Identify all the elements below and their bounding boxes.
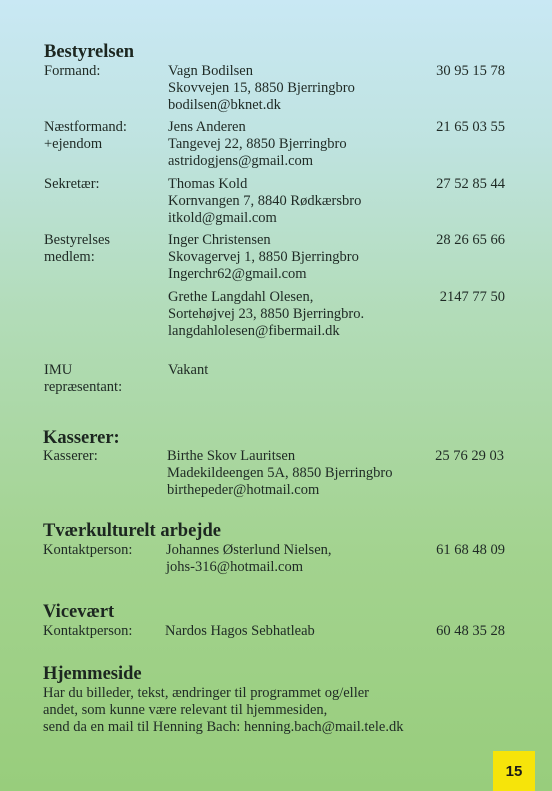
- medlem2-name: Grethe Langdahl Olesen,: [168, 289, 314, 305]
- heading-hjemmeside: Hjemmeside: [43, 664, 142, 684]
- sekretaer-phone: 27 52 85 44: [436, 176, 505, 192]
- medlem1-email[interactable]: Ingerchr62@gmail.com: [168, 266, 307, 282]
- naestformand-email[interactable]: astridogjens@gmail.com: [168, 153, 314, 169]
- role-repraesentant: repræsentant:: [44, 379, 123, 395]
- vicevaert-name: Nardos Hagos Sebhatleab: [165, 623, 315, 639]
- heading-bestyrelsen: Bestyrelsen: [44, 42, 135, 62]
- role-imu: IMU: [44, 362, 73, 378]
- tvaerkulturelt-email[interactable]: johs-316@hotmail.com: [166, 559, 303, 575]
- role-sekretaer: Sekretær:: [44, 176, 100, 192]
- heading-kasserer: Kasserer:: [43, 428, 120, 448]
- role-ejendom: +ejendom: [44, 136, 103, 152]
- formand-name: Vagn Bodilsen: [168, 63, 253, 79]
- medlem1-address: Skovagervej 1, 8850 Bjerringbro: [168, 249, 359, 265]
- vicevaert-phone: 60 48 35 28: [436, 623, 505, 639]
- hjemmeside-line-1: Har du billeder, tekst, ændringer til programmet og/eller: [43, 685, 369, 701]
- sekretaer-name: Thomas Kold: [168, 176, 248, 192]
- role-naestformand: Næstformand:: [44, 119, 127, 135]
- naestformand-phone: 21 65 03 55: [436, 119, 505, 135]
- sekretaer-address: Kornvangen 7, 8840 Rødkærsbro: [168, 193, 362, 209]
- medlem2-address: Sortehøjvej 23, 8850 Bjerringbro.: [168, 306, 365, 322]
- medlem2-email[interactable]: langdahlolesen@fibermail.dk: [168, 323, 340, 339]
- page-number-badge: [493, 751, 535, 791]
- imu-name: Vakant: [168, 362, 209, 378]
- kasserer-phone: 25 76 29 03: [435, 448, 504, 464]
- medlem1-name: Inger Christensen: [168, 232, 271, 248]
- naestformand-address: Tangevej 22, 8850 Bjerringbro: [168, 136, 347, 152]
- role-kontaktperson-tvaerkulturelt: Kontaktperson:: [43, 542, 133, 558]
- hjemmeside-line-2: andet, som kunne være relevant til hjemmesiden,: [43, 702, 328, 718]
- formand-address: Skovvejen 15, 8850 Bjerringbro: [168, 80, 355, 96]
- hjemmeside-line-3: send da en mail til Henning Bach: henning.bach@mail.tele.dk: [43, 719, 404, 735]
- heading-vicevaert: Vicevært: [43, 602, 115, 622]
- role-kontaktperson-vicevaert: Kontaktperson:: [43, 623, 133, 639]
- role-bestyrelses: Bestyrelses: [44, 232, 111, 248]
- tvaerkulturelt-name: Johannes Østerlund Nielsen,: [166, 542, 332, 558]
- page-number: 15: [505, 762, 523, 780]
- heading-tvaerkulturelt: Tværkulturelt arbejde: [43, 521, 221, 541]
- formand-phone: 30 95 15 78: [436, 63, 505, 79]
- sekretaer-email[interactable]: itkold@gmail.com: [168, 210, 277, 226]
- naestformand-name: Jens Anderen: [168, 119, 246, 135]
- medlem2-phone: 2147 77 50: [439, 289, 505, 305]
- role-kasserer: Kasserer:: [43, 448, 98, 464]
- kasserer-address: Madekildeengen 5A, 8850 Bjerringbro: [167, 465, 393, 481]
- tvaerkulturelt-phone: 61 68 48 09: [436, 542, 505, 558]
- kasserer-name: Birthe Skov Lauritsen: [167, 448, 296, 464]
- role-formand: Formand:: [44, 63, 101, 79]
- role-medlem: medlem:: [44, 249, 95, 265]
- formand-email[interactable]: bodilsen@bknet.dk: [168, 97, 281, 113]
- kasserer-email[interactable]: birthepeder@hotmail.com: [167, 482, 320, 498]
- medlem1-phone: 28 26 65 66: [436, 232, 505, 248]
